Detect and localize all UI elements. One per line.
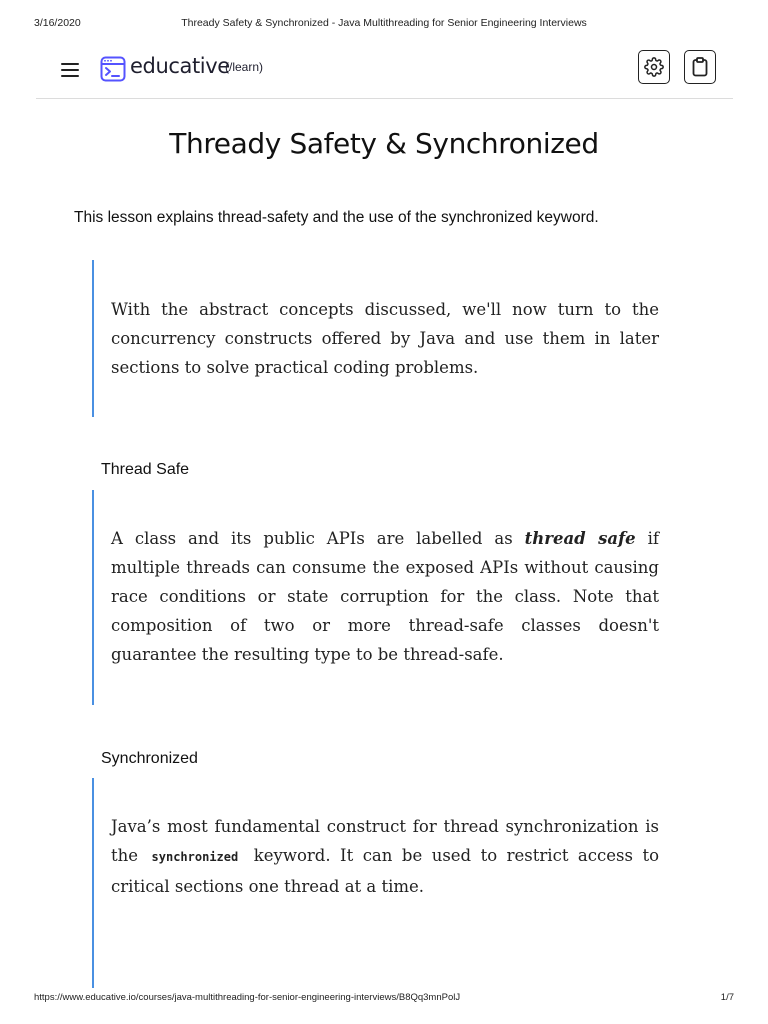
thread-safe-text: A class and its public APIs are labelled as thread safe if multiple threads can consume the exposed APIs without causing race conditions or state corruption for the class. Note that composition of two or more thread-safe classes doesn't guarantee the resulting type to be thread-safe. bbox=[111, 529, 660, 664]
top-navigation-bar bbox=[36, 48, 733, 99]
menu-icon[interactable] bbox=[61, 61, 81, 79]
gear-icon bbox=[644, 57, 664, 77]
print-date: 3/16/2020 bbox=[34, 17, 81, 29]
intro-callout bbox=[92, 260, 659, 417]
lesson-summary: This lesson explains thread-safety and the use of the synchronized keyword. bbox=[74, 209, 599, 226]
synchronized-keyword-code: synchronized bbox=[151, 850, 239, 864]
section-heading-thread-safe: Thread Safe bbox=[101, 461, 190, 478]
notes-button[interactable] bbox=[684, 50, 716, 84]
intro-text: With the abstract concepts discussed, we'll now turn to the concurrency constructs offered by Java and use them in later sections to solve practical coding problems. bbox=[111, 300, 659, 377]
clipboard-icon bbox=[691, 57, 709, 77]
page-url: https://www.educative.io/courses/java-multithreading-for-senior-engineering-interviews/B8Qq3mnPolJ bbox=[34, 992, 461, 1003]
thread-safe-callout bbox=[92, 490, 659, 705]
section-heading-synchronized: Synchronized bbox=[101, 750, 198, 767]
print-footer bbox=[34, 992, 734, 1006]
logo-link-text[interactable]: (/learn) bbox=[225, 60, 264, 74]
print-header bbox=[34, 17, 734, 31]
synchronized-callout bbox=[92, 778, 659, 988]
page-number: 1/7 bbox=[720, 992, 734, 1003]
lesson-title: Thready Safety & Synchronized bbox=[169, 127, 599, 160]
settings-button[interactable] bbox=[638, 50, 670, 84]
print-document-title: Thready Safety & Synchronized - Java Multithreading for Senior Engineering Interviews bbox=[181, 17, 587, 29]
thread-safe-emphasis: thread safe bbox=[524, 529, 636, 548]
logo-text[interactable]: educative bbox=[130, 54, 230, 78]
educative-logo-icon[interactable] bbox=[100, 56, 126, 82]
synchronized-text: Java’s most fundamental construct for thread synchronization is the synchronized keyword. It can be used to restrict access to critical sections one thread at a time. bbox=[111, 817, 660, 896]
